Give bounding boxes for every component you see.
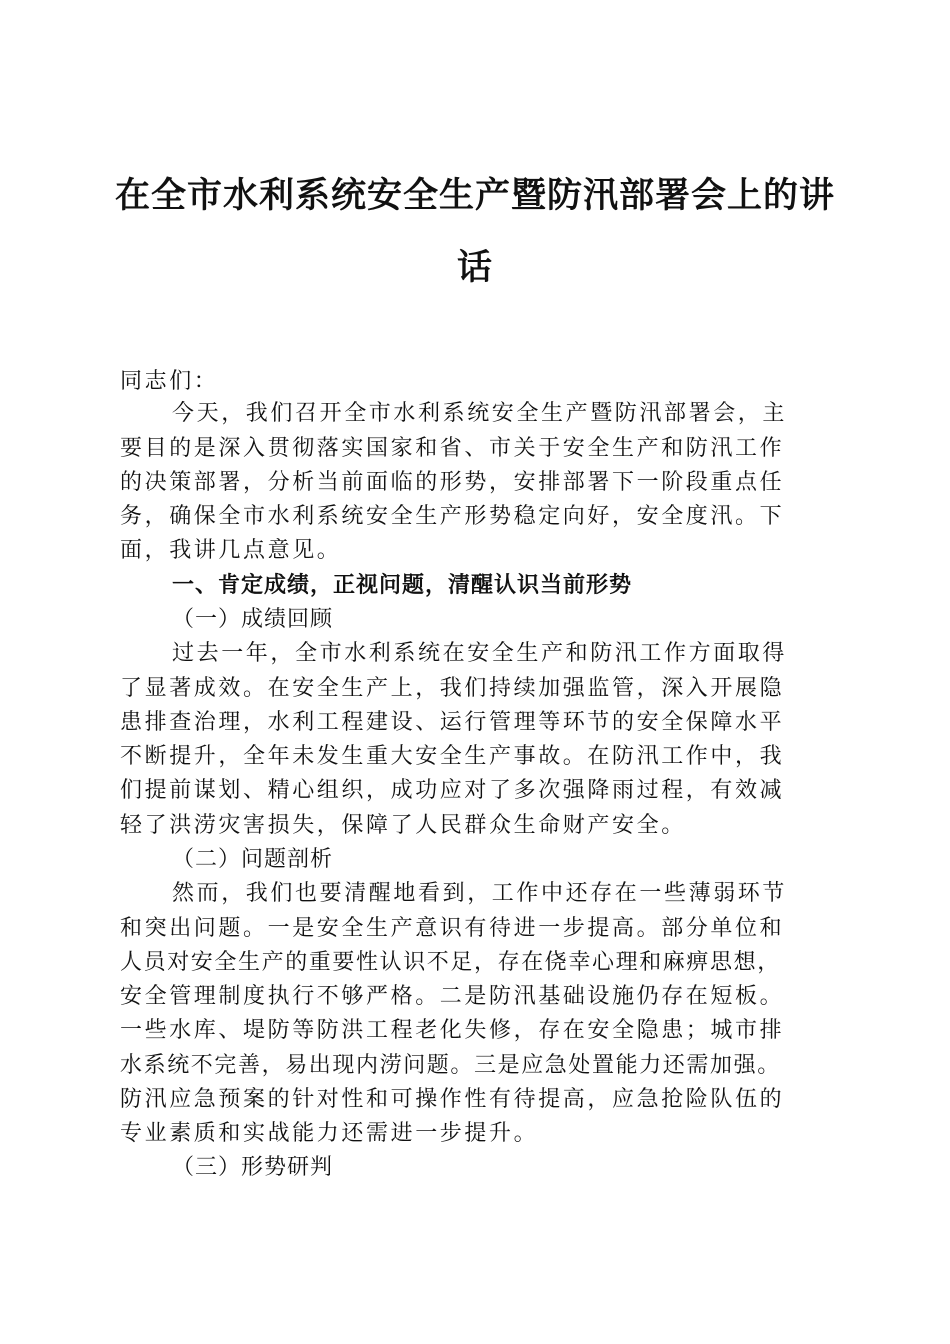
intro-line: 务，确保全市水利系统安全生产形势稳定向好，安全度汛。下 (120, 504, 785, 529)
subsection-2-line: 防汛应急预案的针对性和可操作性有待提高，应急抢险队伍的 (120, 1087, 785, 1112)
subsection-2-heading: （二）问题剖析 (172, 847, 334, 872)
subsection-1-line: 了显著成效。在安全生产上，我们持续加强监管，深入开展隐 (120, 676, 785, 701)
subsection-1-heading: （一）成绩回顾 (172, 607, 334, 632)
subsection-2-line: 专业素质和实战能力还需进一步提升。 (120, 1121, 539, 1146)
section-1-heading: 一、肯定成绩，正视问题，清醒认识当前形势 (172, 573, 633, 598)
subsection-2-line: 安全管理制度执行不够严格。二是防汛基础设施仍存在短板。 (120, 984, 785, 1009)
subsection-2-line: 和突出问题。一是安全生产意识有待进一步提高。部分单位和 (120, 916, 785, 941)
intro-line: 的决策部署，分析当前面临的形势，安排部署下一阶段重点任 (120, 470, 785, 495)
subsection-2-line: 人员对安全生产的重要性认识不足，存在侥幸心理和麻痹思想， (120, 950, 781, 975)
subsection-2-line: 水系统不完善，易出现内涝问题。三是应急处置能力还需加强。 (120, 1053, 781, 1078)
intro-line: 要目的是深入贯彻落实国家和省、市关于安全生产和防汛工作 (120, 436, 785, 461)
intro-line: 面，我讲几点意见。 (120, 538, 342, 563)
subsection-1-line: 轻了洪涝灾害损失，保障了人民群众生命财产安全。 (120, 813, 686, 838)
subsection-1-line: 不断提升，全年未发生重大安全生产事故。在防汛工作中，我 (120, 744, 785, 769)
subsection-1-line: 过去一年，全市水利系统在安全生产和防汛工作方面取得 (172, 641, 788, 666)
document-title-line-1: 在全市水利系统安全生产暨防汛部署会上的讲 (114, 175, 835, 216)
salutation: 同志们： (120, 369, 219, 394)
subsection-1-line: 患排查治理，水利工程建设、运行管理等环节的安全保障水平 (120, 710, 785, 735)
intro-line: 今天，我们召开全市水利系统安全生产暨防汛部署会，主 (172, 401, 788, 426)
subsection-3-heading: （三）形势研判 (172, 1155, 334, 1180)
document-title-line-2: 话 (456, 247, 493, 288)
subsection-2-line: 一些水库、堤防等防洪工程老化失修，存在安全隐患；城市排 (120, 1018, 785, 1043)
subsection-2-line: 然而，我们也要清醒地看到，工作中还存在一些薄弱环节 (172, 881, 788, 906)
subsection-1-line: 们提前谋划、精心组织，成功应对了多次强降雨过程，有效减 (120, 778, 785, 803)
